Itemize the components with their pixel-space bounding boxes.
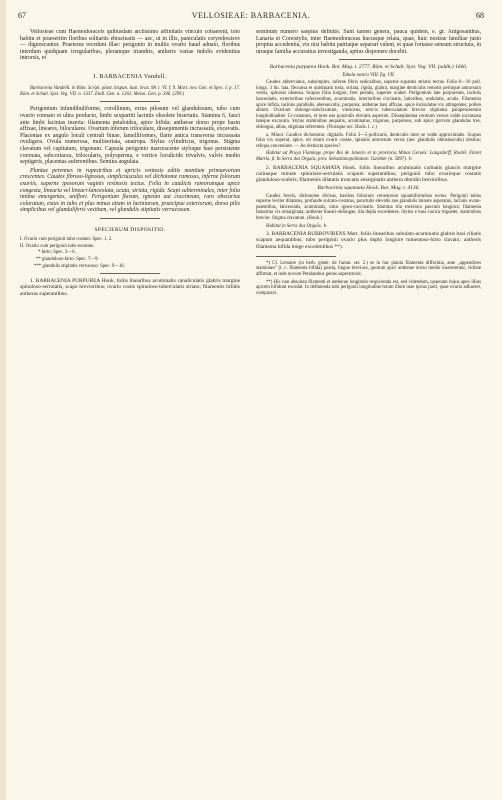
dispositio-item: * hirto: Spec. 3—6. bbox=[38, 250, 76, 256]
species-1-habitat: Habitat ad Praya Flamingo prope Rio de Janeiro et in provincia Minas Geraës: Langsdorff, Riedel. Floret Martio. β. In Serra dos Orgaös, prov. Sebastianopolitanae: Gardner (n. 5897). ♄ bbox=[256, 151, 481, 162]
footnote-rule bbox=[256, 256, 336, 257]
species-1-variety: a. Minor. Caudice dichotomo; digitalis. Folia 3—5-pollicaris, denticulis inter se valde approximatis. Scapus folia vix superat, apice, uti etiam ovarii costae, spinulis antrorsum versis (nec glandulis obtusiusculis) obsitus; reliqua conveniunt. — An distincta species? bbox=[256, 132, 481, 149]
genus-title: I. BARBACENIA Vandell. bbox=[93, 72, 167, 80]
running-title: VELLOSIEAE: BARBACENIA. bbox=[191, 11, 311, 20]
genus-references: Barbacenia Vandelli. in Röm. Script. plant. hispan. lusit. bras. 98. t. VI. f. 9. Mart. nov. Gen. et Spec. I. p. 17. Röm. et Schult. Syst. Veg. VII. n. 1337. Endl. Gen. n. 1261. Meisn. Gen. p. 396. (299.) bbox=[20, 86, 240, 97]
species-3-diagnosis: 3. BARBACENIA RUBROVIRENS Mart. foliis linearibus subulato-acuminatis glabris basi ciliatis scapum aequantibus; tubo perigonii ovario plus duplo longiore tomentoso-hirto clavato; antheris filamenta bifida longe excedentibus **). bbox=[256, 231, 481, 250]
species-1-description: Caudex abbreviatus, subsimplex, inferne fibris radicalibus, superne squamis striatis tectus. Folia 8—10 poll. longa, 3 lin. lata, flexuosa et quidquam torta, striata, rigida, glabra, margine denticulis remotis perinque antrorsum versis, spinosis obsessa. Scapus folia longior, fere pedalis, superne scaber. Perigonium late purpureum, laciniis lanceolatis, exterioribus rufescentibus, acuminatis, interioribus circinatis, latioribus, undulatis, acutis. Filamenta apice bifida, laciniis parallelis, ebenunculis, purpurea; antherae basi affixae, apice incisulatae vix attingentes; pollen album. Ovarium oblongo-subclavatum, virescens, sericis tuberculatum brevior stipitatus parapeucentum longitudinaliter 12-costatum, et inter eas punctulis elevatis asperum. Dissepimenta centrum versus valde incrassata lateque excavata. Stylus staminibus aequalis, acuminatus, trigonus, purpureus, sub apice gorcum glandulas tres, oblongas, albas, stigmata referentes. (Floraque sec. Hook. l. c.) bbox=[256, 80, 481, 130]
dispositio-list bbox=[20, 237, 240, 269]
species-2-description: Caudex brevis, dichotome divisus, basibus foliorum vetustorum squamiformibus tectus. Perigonii tubus superne leviter dilatatus, profunde sulcato-costatus, punctulis elevatis ana glandulis minute asperatus, laciniis ovato-patentibus, lanceolatis, acuminatis, intus igneo-coccinatis. Stamina tria exteriora paucum longiora; filamenta latissima vix emarginata; antherae lineari-oblongae, illa dupla excedentes. Stylus e basi conica trigueter, staminibus brevior. Stigma clavatum. (Hook.) bbox=[256, 193, 481, 221]
dispositio-item: II. Ovario cum perigonii tubo ecostato bbox=[20, 243, 94, 249]
species-1-references: Barbacenia purpurea Hook. Bot. Mag. t. 2777. Röm. et Schult. Syst. Veg. VII. (addit.) 1666. bbox=[269, 64, 468, 71]
footnote: **) Hic non absoluta filamenti et antherae longitudo respicienda est, sed videndum, quaenam hujus apex illius apicem bifidum excedat. In definienda tubi perigonii longitudine totum illum inae ipsius parti, quae ovario adhaeret, comparavi. bbox=[256, 279, 481, 296]
species-2-diagnosis: 2. BARBACENIA SQUAMATA Hook. foliis linearibus acuminatis carinatis glaucis margine carinaque minute spinuloso-serrulatis scapum superantibus; perigonii tubo ovarioque costatis glanduloso-scabris; filamentis dilatatis truncatis emarginatis anthera dimidio brevioribus. bbox=[256, 164, 481, 184]
divider bbox=[100, 101, 160, 102]
genus-habit: Plantae perennes in rupestribus et apricis ventosis editis montium primaevorum crescentes. Caudex fibroso-lignosus, simpliciusculus vel dichotome ramosus, inferne foliorum exuviis, superne iposorum vaginis resinosis tectus. Folia in caudicis ramorumque apice congesta, linearia vel lineari-lanceolata, acuta, striata, rigida. Scapi subterminales, inter folia intima emergentes, uniflori. Perigonium flavum, igneum aut coccineum, raro obscurius coloratum, extus in tubo et plus minus etiam in laciniarum, praecipue exteriorum, dorso pilis simplicibus vel glanduliferis vestitum, vel glandulis stipitatis verrucosum. bbox=[20, 167, 240, 214]
intro-paragraph: Vellosieae cum Haemodoraceis quibusdam arctissimo affinitatis vinculo cohaerent, toto habitu et praesertim floribus solitariis ebracteatis — aec, ut in illis, paniculatis corymbosisve — dignoscuntur. Praeterea recedunt illae: perigonio in multis ovario haud adnato, floribus interdum quidquam irregularibus, pleramque triandris, antheris variae indolis evidentius introrsis, et bbox=[20, 29, 240, 62]
page-number-left: 67 bbox=[18, 11, 26, 20]
dispositio-title: SPECIERUM DISPOSITIO. bbox=[94, 226, 166, 233]
divider bbox=[100, 218, 160, 219]
footnotes bbox=[256, 261, 481, 297]
genus-description: Perigonium infundibuliforme, corollinum, extus pilosum vel glandulosum, tubo cum ovario connato et ultra producto, limbi sexpartiti laciniis obsolete biseriatis. Stamina 6, fauci ante limbi lacinias inserta: filamenta petaloidea, apice bifida; antherae dorso prope basin affixae, lineares, biloculares. Ovarium inferum triloculare, dissepimentis incrassatis, excavatis. Placentae ex angulo loculi centrali binae, lamelliformes, flarte antica transversa incrassata ovuligera. Ovula numerosa, multiseriata, anatropa. Stylus cylindricus, trigonus. Stigma clavatum vel capitatum, trigonum. Capsula perigonio marcescente styloque basi persistente coronata, subcoriacea, trilocularis, polysperma, e vertice loculicide trivalvis, valvis medio septigeris, placentas auferentibus. Semina angulata. bbox=[20, 106, 240, 166]
footnote: *) Cl. Lemaire (in herb. génér. de l'amat. ser. 2.) se in hac planta filamenta difformia, ante „appendices staminaes" (l. c. filamenta bifida) posita, lingue breviora, quorum apici antherae dorso medio insererentur, vidisse affirmat, et inde novum Petalanthus genus superstruxit. bbox=[256, 260, 481, 278]
divider bbox=[339, 59, 399, 60]
dispositio-item: I. Ovario cum perigonii tubo costato: Spec. 1, 2. bbox=[20, 237, 113, 243]
species-2-habitat: Habitat in Serra dos Orgaös. ♄ bbox=[266, 223, 328, 229]
dispositio-item: ** glanduloso-hirto: Spec. 7—9. bbox=[36, 256, 99, 262]
intro-continuation: seminum numero saepius definito. Sunt tamen genera, pauca quidem, e. gr. Anigosanthus, Lanaria et Conostylis, inter Haemodoraceas hucusque relata, quae, huic nostrae familiae justo propius accedentia, vix nisi habitu patriaque separari valent, et quae fortasse sensum structura, in utraque familia accuratius investiganda, aptius disponere docebit. bbox=[256, 29, 481, 55]
species-1-diagnosis: 1. BARBACENIA PURPUREA Hook. foliis linearibus acuminatis canaliculatis glabris margine spinuloso-serrulatis, scapo brevioribus; ovario costis spinuloso-tuberculatis striato; filamentis bifidis antheras superantibus. bbox=[20, 278, 240, 297]
dispositio-item: *** glandulis stipitatis verrucoso: Spec. 9—16. bbox=[34, 263, 125, 269]
species-2-references: Barbacenia squamata Hook. Bot. Mag. t. 4136. bbox=[317, 185, 420, 192]
left-column bbox=[20, 29, 240, 789]
divider bbox=[100, 273, 160, 274]
page-edge bbox=[0, 0, 6, 800]
right-column bbox=[256, 29, 481, 789]
page-number-right: 68 bbox=[476, 11, 484, 20]
species-1-plate: Tabula nostra VIII. fig. VII. bbox=[342, 72, 395, 78]
running-header bbox=[18, 11, 484, 23]
